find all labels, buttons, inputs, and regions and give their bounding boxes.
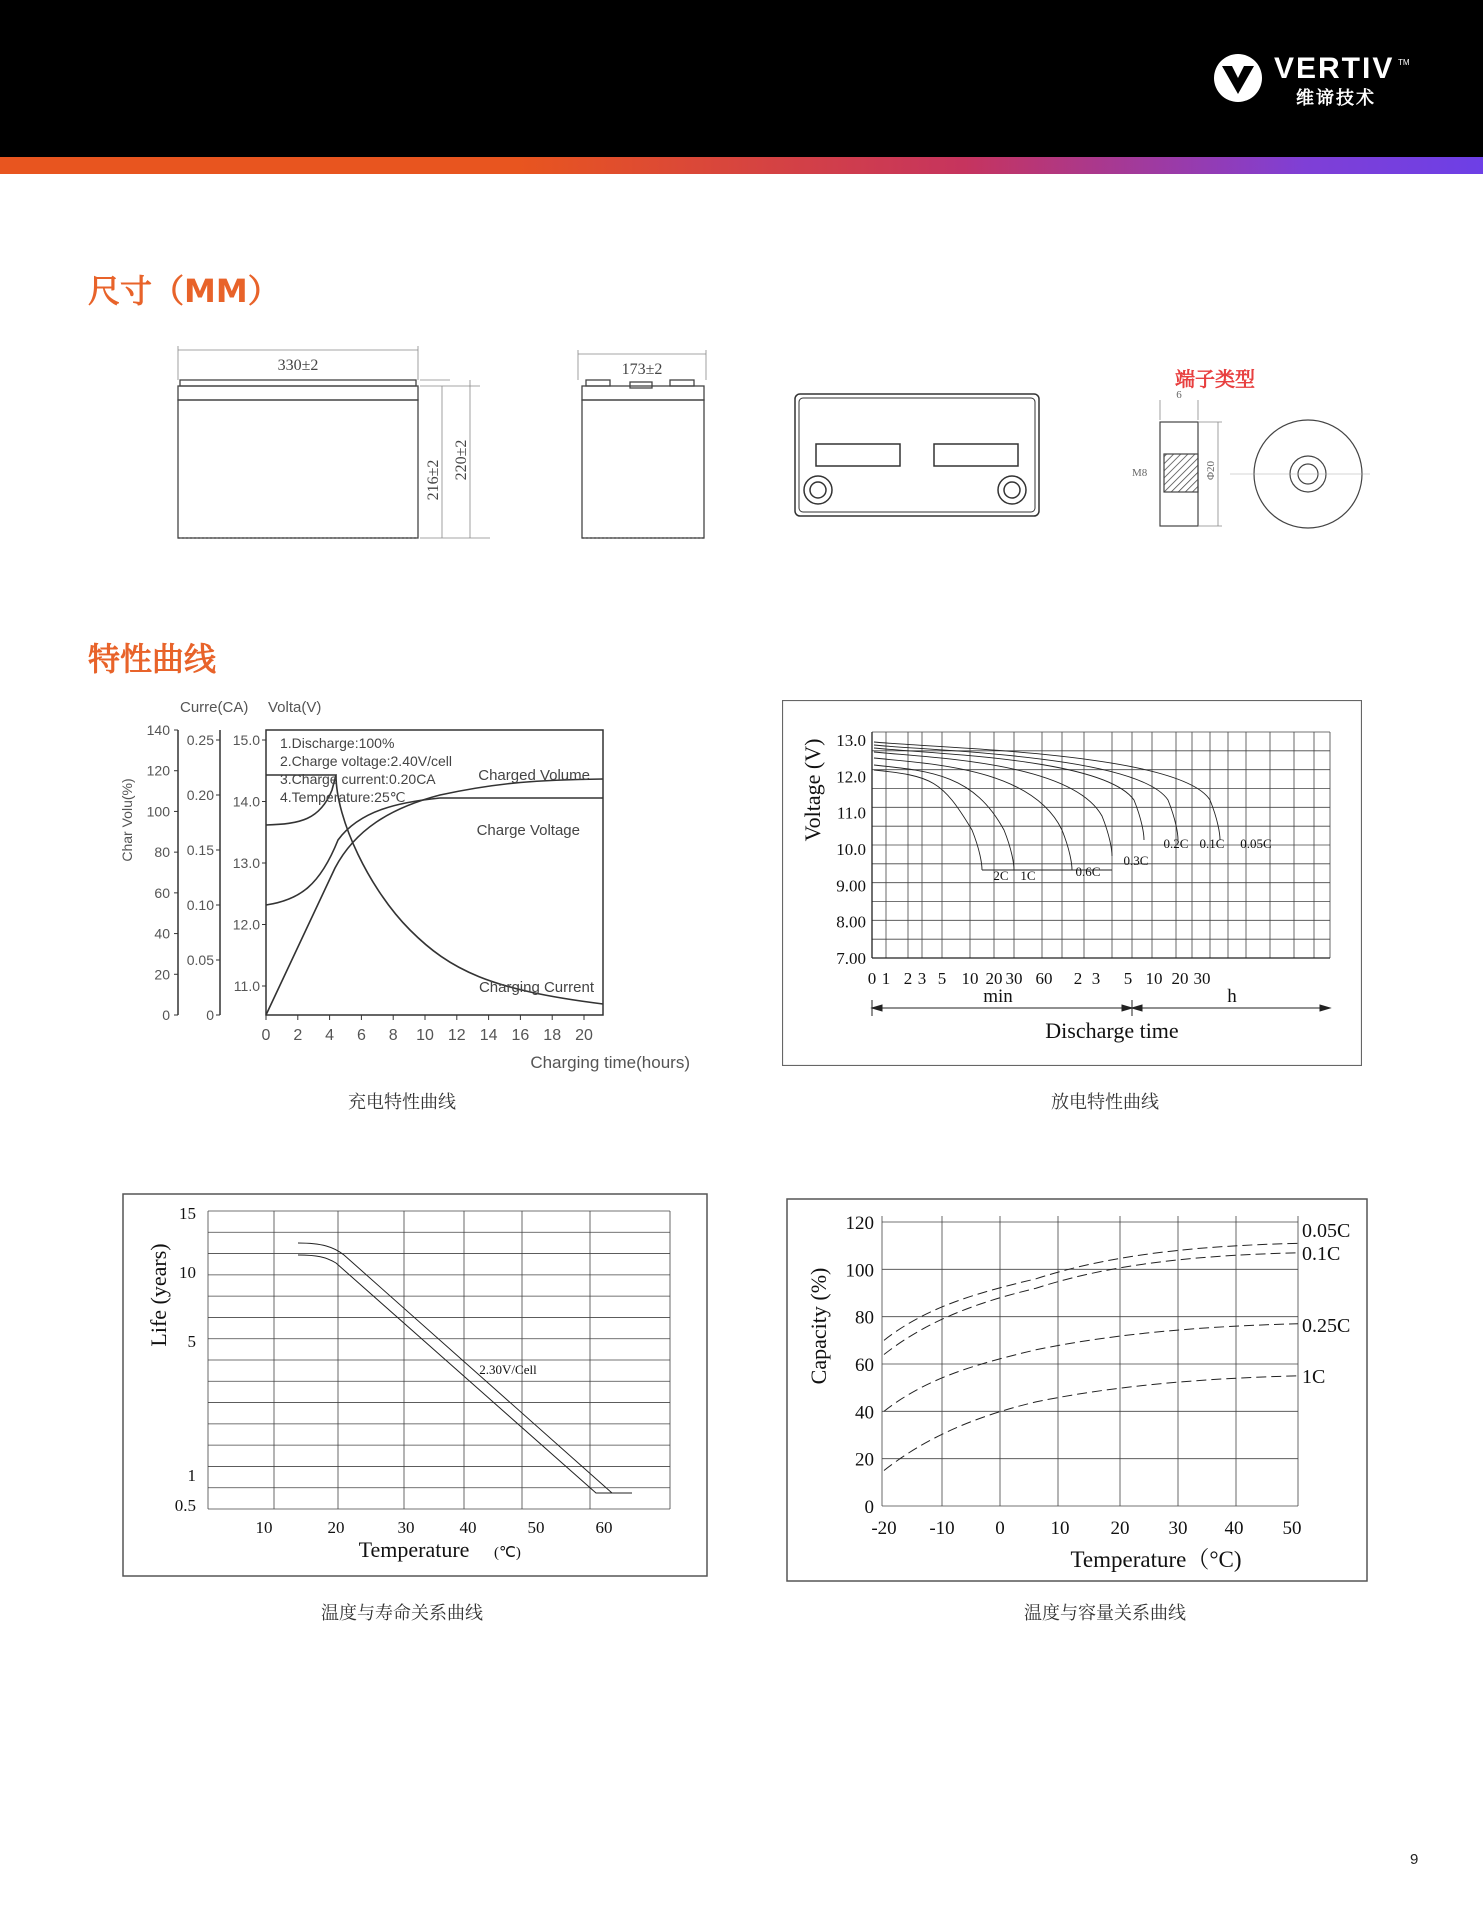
- terminal-type-title: 端子类型: [1175, 367, 1255, 391]
- charge-volt-tick-label: 13.0: [232, 855, 260, 871]
- capacity-x-tick-label: 20: [1110, 1518, 1130, 1539]
- terminal-drawing: [1160, 400, 1370, 528]
- charge-series-current: Charging Current: [478, 979, 594, 996]
- discharge-chart: [782, 700, 1362, 1066]
- capacity-x-tick-label: 50: [1282, 1518, 1302, 1539]
- terminal-d20: Φ20: [1205, 460, 1217, 480]
- discharge-y-tick-label: 11.0: [836, 803, 866, 823]
- life-chart: [122, 1193, 708, 1577]
- front-width-label: 330±2: [277, 357, 319, 374]
- charge-voltage-curve: [266, 798, 603, 905]
- life-x-tick-label: 40: [459, 1518, 477, 1537]
- life-y-tick-label: 1: [187, 1466, 196, 1485]
- discharge-x-tick-label: 0: [867, 969, 877, 988]
- capacity-x-tick-label: 30: [1168, 1518, 1188, 1539]
- discharge-x-tick-label: 3: [917, 969, 927, 988]
- charge-vol-tick-label: 80: [154, 844, 170, 861]
- charge-volt-tick-label: 11.0: [233, 978, 260, 994]
- life-curve-label: 2.30V/Cell: [479, 1362, 537, 1377]
- charge-axis-curr: Curre(CA): [180, 699, 249, 716]
- life-ylabel: Life (years): [146, 1243, 171, 1347]
- capacity-x-tick-label: 0: [995, 1518, 1005, 1539]
- discharge-rate-curve: [874, 770, 982, 870]
- charge-x-tick-label: 18: [543, 1027, 562, 1044]
- charge-x-tick-label: 12: [447, 1027, 466, 1044]
- capacity-xlabel: Temperature（°C): [1070, 1547, 1242, 1572]
- life-xlabel: Temperature: [358, 1537, 470, 1562]
- charge-curr-tick-label: 0: [206, 1007, 214, 1023]
- charge-caption: 充电特性曲线: [348, 1092, 456, 1113]
- charge-vol-tick-label: 120: [146, 762, 170, 779]
- charge-note: 3.Charge current:0.20CA: [280, 771, 436, 787]
- discharge-caption: 放电特性曲线: [1051, 1092, 1159, 1113]
- terminal-m8: M8: [1132, 467, 1148, 479]
- discharge-ylabel: Voltage (V): [800, 738, 825, 842]
- discharge-x-tick-label: 20: [985, 969, 1003, 988]
- capacity-y-tick-label: 40: [855, 1402, 874, 1424]
- top-view-drawing: [795, 394, 1039, 516]
- charge-x-tick-label: 14: [479, 1027, 498, 1044]
- discharge-x-tick-label: 5: [937, 969, 947, 988]
- life-y-tick-label: 5: [187, 1332, 196, 1351]
- vertiv-logo: [1212, 52, 1432, 112]
- capacity-x-tick-label: -10: [929, 1518, 955, 1539]
- charge-curr-tick-label: 0.20: [186, 787, 214, 803]
- discharge-rate-curve: [874, 752, 1112, 856]
- capacity-y-tick-label: 20: [855, 1449, 874, 1471]
- charge-vol-tick-label: 140: [146, 722, 170, 738]
- discharge-x-tick-label: 30: [1005, 969, 1023, 988]
- header-gradient-bar: [0, 157, 1483, 174]
- discharge-rate-label: 0.6C: [1075, 864, 1101, 879]
- life-x-tick-label: 50: [527, 1518, 545, 1537]
- charge-x-tick-label: 2: [293, 1027, 303, 1044]
- life-x-tick-label: 30: [397, 1518, 415, 1537]
- total-height-label: 220±2: [453, 439, 470, 481]
- charge-x-tick-label: 20: [575, 1027, 593, 1044]
- discharge-rate-label: 2C: [993, 868, 1009, 883]
- charge-axis-vol: Char Volu(%): [119, 778, 135, 862]
- discharge-unit-min: min: [983, 986, 1013, 1007]
- charge-x-tick-label: 0: [261, 1027, 271, 1044]
- charge-volt-tick-label: 14.0: [232, 793, 260, 810]
- capacity-y-tick-label: 0: [864, 1497, 874, 1518]
- charge-volt-tick-label: 15.0: [232, 732, 260, 748]
- charge-series-volume: Charged Volume: [478, 767, 590, 784]
- discharge-x-tick-label: 60: [1035, 969, 1053, 988]
- discharge-rate-label: 0.05C: [1240, 836, 1272, 851]
- capacity-x-tick-label: 10: [1050, 1518, 1070, 1539]
- charge-curr-tick-label: 0.05: [186, 952, 214, 968]
- terminal-dim-6: 6: [1176, 389, 1182, 401]
- capacity-y-tick-label: 60: [855, 1355, 874, 1376]
- capacity-chart: [786, 1198, 1368, 1582]
- discharge-x-tick-label: 1: [881, 969, 891, 988]
- front-view-drawing: [178, 346, 490, 538]
- discharge-y-tick-label: 13.0: [836, 731, 866, 750]
- brand-name-cn: 维谛技术: [1296, 88, 1376, 109]
- charge-vol-tick-label: 0: [162, 1007, 170, 1023]
- charge-x-tick-label: 6: [356, 1027, 366, 1044]
- discharge-y-tick-label: 7.00: [836, 949, 866, 968]
- charge-axis-volt: Volta(V): [268, 699, 322, 716]
- discharge-y-tick-label: 8.00: [836, 912, 866, 932]
- discharge-rate-label: 1C: [1020, 868, 1036, 883]
- charge-x-tick-label: 10: [416, 1027, 434, 1044]
- life-x-tick-label: 20: [327, 1518, 345, 1537]
- charge-curr-tick-label: 0.25: [186, 732, 214, 748]
- discharge-x-tick-label: 2: [1073, 969, 1083, 988]
- capacity-y-tick-label: 120: [845, 1213, 874, 1234]
- discharge-x-tick-label: 2: [903, 969, 913, 988]
- life-xunit: (℃): [494, 1545, 521, 1561]
- life-curve-lower: [298, 1255, 626, 1493]
- charge-note: 1.Discharge:100%: [280, 735, 395, 751]
- charge-vol-tick-label: 40: [154, 925, 170, 942]
- page-number: 9: [1410, 1851, 1419, 1868]
- capacity-ylabel: Capacity (%): [806, 1267, 831, 1385]
- side-width-label: 173±2: [621, 361, 663, 378]
- charge-curr-tick-label: 0.10: [186, 897, 214, 913]
- discharge-rate-label: 0.1C: [1199, 836, 1225, 851]
- discharge-xlabel: Discharge time: [1045, 1018, 1179, 1043]
- dimensions-title: 尺寸（MM）: [88, 272, 280, 310]
- front-height-label: 216±2: [425, 459, 442, 501]
- capacity-caption: 温度与容量关系曲线: [1024, 1603, 1186, 1624]
- charge-vol-tick-label: 20: [154, 966, 170, 983]
- charge-volt-tick-label: 12.0: [232, 916, 260, 933]
- capacity-series-01: 0.1C: [1302, 1243, 1341, 1265]
- charge-series-voltage: Charge Voltage: [476, 822, 580, 839]
- life-y-tick-label: 15: [179, 1204, 196, 1223]
- capacity-y-tick-label: 80: [855, 1307, 874, 1329]
- discharge-rate-label: 0.2C: [1163, 836, 1189, 851]
- capacity-x-tick-label: 40: [1224, 1518, 1244, 1539]
- discharge-x-tick-label: 10: [961, 969, 979, 988]
- charge-chart: [110, 690, 710, 1090]
- page-header: [0, 0, 1483, 157]
- life-x-tick-label: 10: [255, 1518, 273, 1537]
- charge-vol-tick-label: 100: [146, 803, 170, 820]
- life-x-tick-label: 60: [595, 1518, 613, 1537]
- charge-note: 2.Charge voltage:2.40V/cell: [280, 753, 452, 769]
- discharge-rate-curve: [874, 765, 1014, 870]
- side-view-drawing: [578, 350, 706, 538]
- discharge-y-tick-label: 12.0: [836, 767, 866, 787]
- charge-current-curve: [266, 775, 603, 1004]
- capacity-y-tick-label: 100: [845, 1260, 874, 1282]
- charge-curr-tick-label: 0.15: [186, 842, 214, 858]
- charge-vol-tick-label: 60: [154, 884, 170, 901]
- vertiv-logo-icon: [1212, 52, 1264, 104]
- capacity-series-005: 0.05C: [1302, 1220, 1351, 1242]
- discharge-y-tick-label: 9.00: [836, 876, 866, 896]
- charge-note: 4.Temperature:25℃: [280, 789, 406, 805]
- discharge-x-tick-label: 5: [1123, 969, 1133, 988]
- discharge-x-tick-label: 20: [1171, 969, 1189, 988]
- life-caption: 温度与寿命关系曲线: [321, 1603, 483, 1624]
- discharge-x-tick-label: 10: [1145, 969, 1163, 988]
- discharge-y-tick-label: 10.0: [836, 840, 866, 859]
- capacity-x-tick-label: -20: [871, 1518, 897, 1539]
- capacity-series-025: 0.25C: [1302, 1315, 1351, 1337]
- charge-x-tick-label: 4: [325, 1027, 335, 1044]
- life-y-tick-label: 0.5: [174, 1496, 196, 1515]
- discharge-x-tick-label: 3: [1091, 969, 1101, 988]
- brand-trademark: TM: [1398, 58, 1410, 67]
- charge-xlabel: Charging time(hours): [530, 1053, 690, 1072]
- discharge-unit-h: h: [1227, 986, 1237, 1007]
- charge-x-tick-label: 8: [388, 1027, 398, 1044]
- dimension-drawings: [170, 340, 1390, 560]
- life-y-tick-label: 10: [179, 1263, 196, 1282]
- discharge-rate-label: 0.3C: [1123, 853, 1149, 868]
- capacity-series-1c: 1C: [1302, 1366, 1326, 1388]
- brand-name: VERTIV: [1274, 52, 1395, 85]
- curves-title: 特性曲线: [88, 640, 217, 678]
- discharge-x-tick-label: 30: [1193, 969, 1211, 988]
- charge-x-tick-label: 16: [511, 1027, 530, 1044]
